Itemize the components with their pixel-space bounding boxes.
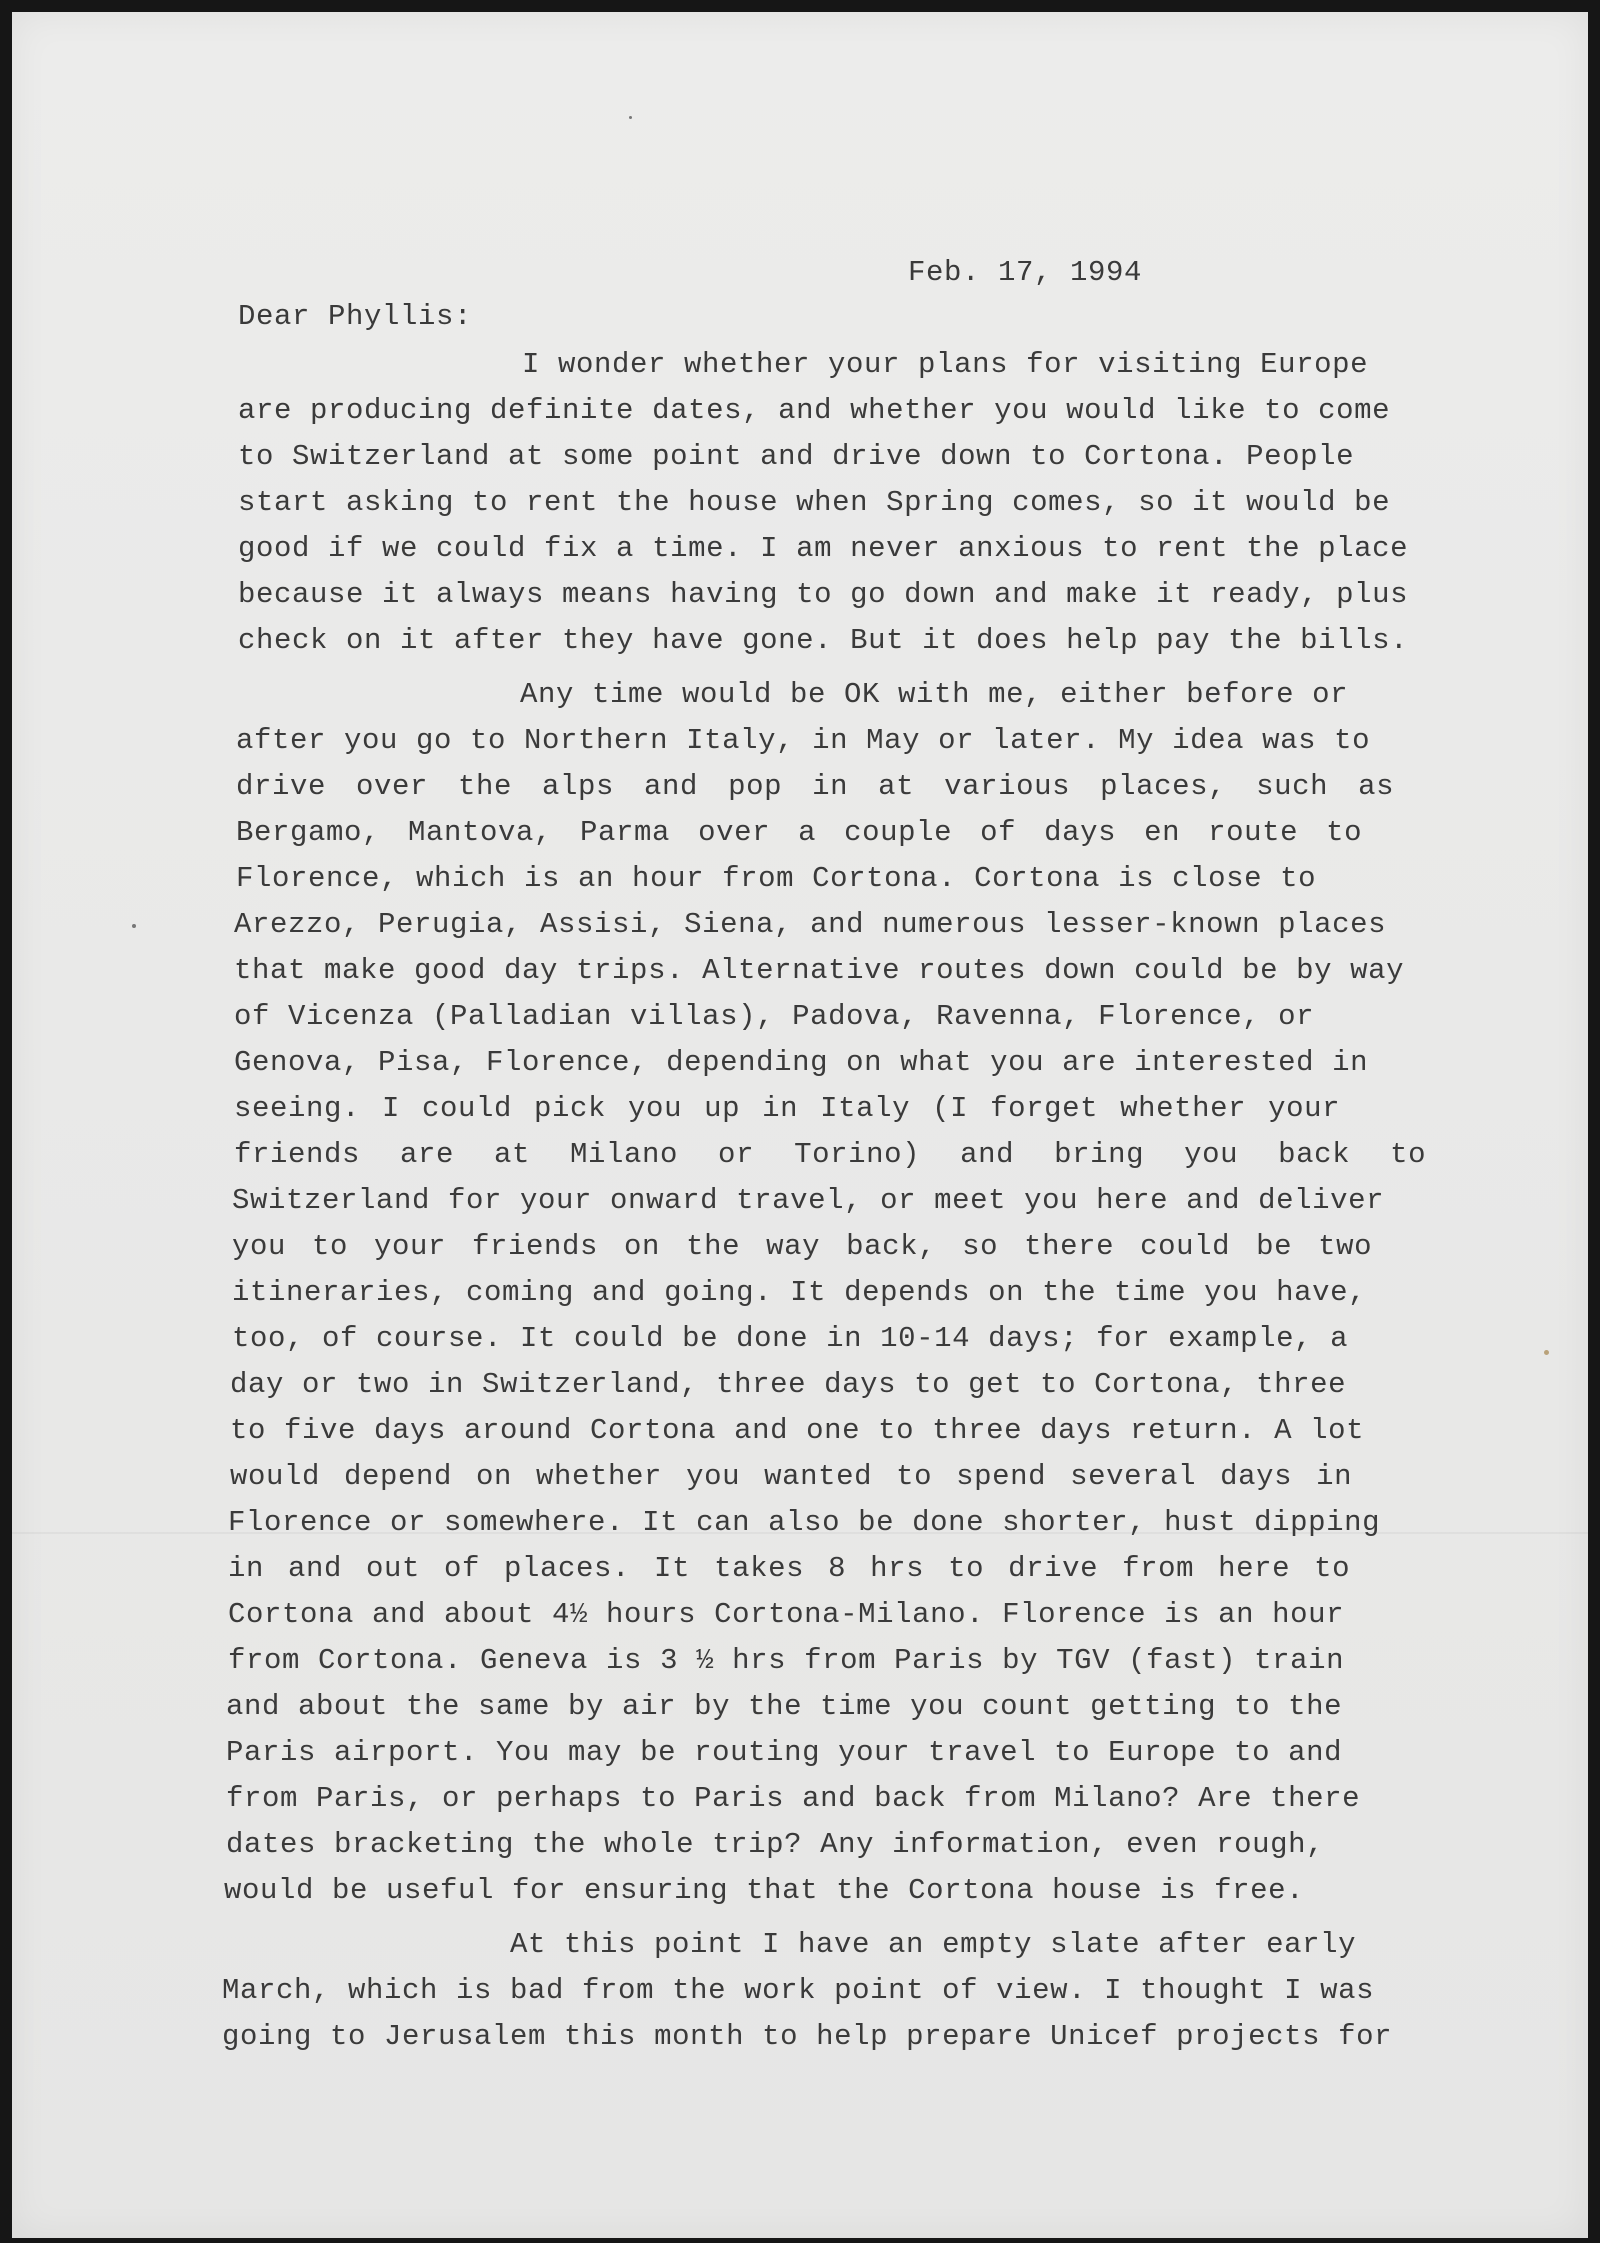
body-line: that make good day trips. Alternative routes down could be by way (234, 954, 1405, 987)
body-line: dates bracketing the whole trip? Any information, even rough, (226, 1828, 1325, 1861)
body-line: Florence, which is an hour from Cortona. Cortona is close to (236, 862, 1317, 895)
body-line: would depend on whether you wanted to spend several days in (230, 1460, 1353, 1493)
body-line: too, of course. It could be done in 10-14 days; for example, a (232, 1322, 1349, 1355)
body-line: to five days around Cortona and one to three days return. A lot (230, 1414, 1365, 1447)
body-line: itineraries, coming and going. It depends on the time you have, (232, 1276, 1367, 1309)
body-line: Cortona and about 4½ hours Cortona-Milano. Florence is an hour (228, 1598, 1345, 1631)
body-line: At this point I have an empty slate after early (510, 1928, 1357, 1961)
body-line: of Vicenza (Palladian villas), Padova, Ravenna, Florence, or (234, 1000, 1315, 1033)
body-line: would be useful for ensuring that the Cortona house is free. (224, 1874, 1305, 1907)
body-line: after you go to Northern Italy, in May or later. My idea was to (236, 724, 1371, 757)
body-line: Genova, Pisa, Florence, depending on what you are interested in (234, 1046, 1369, 1079)
body-line: Switzerland for your onward travel, or meet you here and deliver (232, 1184, 1385, 1217)
body-line: seeing. I could pick you up in Italy (I forget whether your (234, 1092, 1341, 1125)
body-line: start asking to rent the house when Spring comes, so it would be (238, 486, 1391, 519)
body-line: to Switzerland at some point and drive down to Cortona. People (238, 440, 1355, 473)
body-line: Florence or somewhere. It can also be done shorter, hust dipping (228, 1506, 1381, 1539)
body-line: drive over the alps and pop in at various places, such as (236, 770, 1395, 803)
body-line: going to Jerusalem this month to help prepare Unicef projects for (222, 2020, 1393, 2053)
letter-page (12, 12, 1588, 2238)
body-line: check on it after they have gone. But it does help pay the bills. (238, 624, 1409, 657)
body-line: Bergamo, Mantova, Parma over a couple of days en route to (236, 816, 1363, 849)
body-line: from Paris, or perhaps to Paris and back from Milano? Are there (226, 1782, 1361, 1815)
body-line: you to your friends on the way back, so there could be two (232, 1230, 1373, 1263)
body-line: Any time would be OK with me, either before or (520, 678, 1349, 711)
body-line: good if we could fix a time. I am never anxious to rent the place (238, 532, 1409, 565)
body-line: Arezzo, Perugia, Assisi, Siena, and numerous lesser-known places (234, 908, 1387, 941)
body-line: are producing definite dates, and whether you would like to come (238, 394, 1391, 427)
body-line: Paris airport. You may be routing your travel to Europe to and (226, 1736, 1343, 1769)
body-line: friends are at Milano or Torino) and bring you back to (234, 1138, 1427, 1171)
letter-salutation: Dear Phyllis: (238, 300, 473, 333)
body-line: March, which is bad from the work point of view. I thought I was (222, 1974, 1375, 2007)
body-line: and about the same by air by the time you count getting to the (226, 1690, 1343, 1723)
body-line: from Cortona. Geneva is 3 ½ hrs from Paris by TGV (fast) train (228, 1644, 1345, 1677)
letter-date: Feb. 17, 1994 (908, 256, 1143, 289)
body-line: because it always means having to go down and make it ready, plus (238, 578, 1409, 611)
body-line: in and out of places. It takes 8 hrs to drive from here to (228, 1552, 1351, 1585)
body-line: I wonder whether your plans for visiting Europe (522, 348, 1369, 381)
typed-letter (12, 12, 1588, 2238)
body-line: day or two in Switzerland, three days to get to Cortona, three (230, 1368, 1347, 1401)
